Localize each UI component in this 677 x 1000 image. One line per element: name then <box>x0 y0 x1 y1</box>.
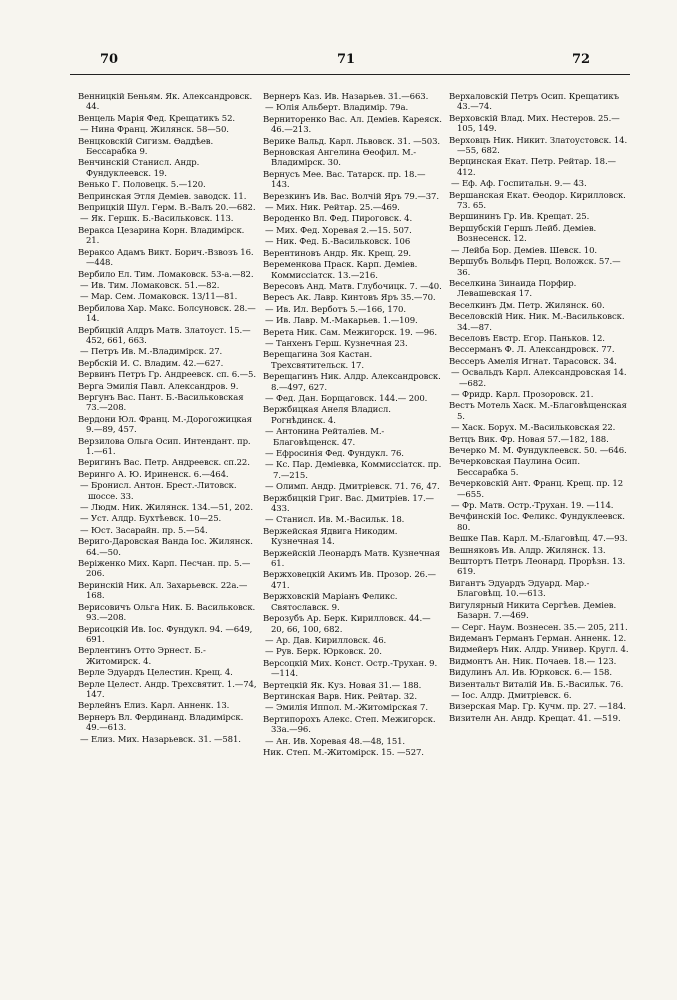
directory-entry: Вересовъ Анд. Матв. Глубочицк. 7. —40. <box>263 281 442 292</box>
directory-entry: Верета Ник. Сам. Межигорск. 19. —96. <box>263 327 437 338</box>
directory-entry: — Кс. Пар. Деміевка, Коммиссіатск. пр. 7.—215. <box>265 460 442 481</box>
directory-entry: Веселовскій Ник. Ник. М.-Васильковск. 34.—87. <box>449 312 625 333</box>
directory-entry: — Антонина Рейталіев. М.-Благовѣщенск. 47. <box>265 427 385 448</box>
directory-entry: Венницкій Беньям. Як. Александровск. 44. <box>78 92 253 113</box>
directory-entry: Верисовичъ Ольга Ник. Б. Васильковск. 93.—208. <box>78 602 256 624</box>
directory-entry: — Лейба Бор. Деміев. Шевск. 10. <box>451 245 597 256</box>
directory-entry: Верле Целест. Андр. Трехсвятит. 1.—74, 147. <box>78 679 257 700</box>
directory-entry: Вепринская Этля Деміев. заводск. 11. <box>78 191 247 202</box>
directory-entry: Вервинъ Петръ Гр. Андреевск. сп. 6.—5. <box>78 370 256 381</box>
directory-entry: Вержбицкая Анеля Владисл. Рогнѣдинск. 4. <box>263 405 391 426</box>
directory-entry: — Юст. Засарайн. пр. 5.—54. <box>80 525 208 536</box>
directory-entry: Вигантъ Эдуардъ Эдуард. Мар.-Благовѣщ. 10.—613. <box>449 578 590 600</box>
directory-entry: Вербицкій Алдръ Матв. Златоуст. 15.—452, 661, 663. <box>78 325 251 346</box>
directory-entry: Веприцкій Шул. Герм. В.-Валъ 20.—682. <box>78 203 256 214</box>
directory-entry: Верлейнъ Елиз. Карл. Анненк. 13. <box>78 701 230 712</box>
directory-entry: Венчинскій Станисл. Андр. Фундуклеевск. 19. <box>78 158 200 179</box>
directory-entry: — Освальдъ Карл. Александровская 14.—682. <box>451 368 627 389</box>
directory-entry: Верентиновъ Андр. Як. Крещ. 29. <box>263 248 411 259</box>
directory-entry: Веринскій Ник. Ал. Захарьевск. 22а.—168. <box>78 580 248 602</box>
directory-entry: — Фр. Матв. Остр.-Трухан. 19. —114. <box>451 501 614 512</box>
directory-entry: Вечерко М. М. Фундуклеевск. 50. —646. <box>449 446 627 456</box>
directory-entry: Вечфинскій Іос. Феликс. Фундуклеевск. 80. <box>449 512 625 533</box>
page-number-right: 72 <box>572 52 591 67</box>
directory-entry: — Ив. Ил. Верботъ 5.—166, 170. <box>265 304 406 315</box>
directory-entry: Вержховскій Маріанъ Феликс. Святославск. 9. <box>263 592 398 613</box>
directory-entry: Ветцъ Вик. Фр. Новая 57.—182, 188. <box>449 434 609 445</box>
directory-entry: Вересъ Ак. Лавр. Кинтовъ Яръ 35.—70. <box>263 293 436 304</box>
directory-entry: Ник. Степ. М.-Житомірск. 15. —527. <box>263 747 424 758</box>
directory-entry: Венцель Марія Фед. Крещатикъ 52. <box>78 113 236 124</box>
directory-entry: — Ив. Тим. Ломаковск. 51.—82. <box>80 280 220 291</box>
directory-entry: Верезкинъ Ив. Вас. Волчій Яръ 79.—37. <box>263 191 439 202</box>
directory-entry: — Бронисл. Антон. Брест.-Литовск. шоссе. 33. <box>80 481 237 502</box>
directory-entry: Верховскій Влад. Мих. Нестеров. 25.—105, 149. <box>449 113 620 135</box>
directory-entry: Визентальт Виталій Ив. Б.-Васильк. 76. <box>449 679 624 690</box>
directory-entry: Верлентинъ Отто Эрнест. Б.-Житомирск. 4. <box>78 646 206 667</box>
directory-entry: Видулинъ Ал. Ив. Юрковск. 6.— 158. <box>449 668 612 679</box>
directory-entry: Вернеръ Вл. Фердинанд. Владимірск. 49.—613. <box>78 712 244 734</box>
directory-entry: Вергунъ Вас. Пант. Б.-Васильковская 73.—208. <box>78 392 244 414</box>
directory-entry: Веселкина Зинаида Порфир. Левашевская 17. <box>449 278 577 300</box>
directory-entry: — Мар. Сем. Ломаковск. 13/11—81. <box>80 292 238 303</box>
header-rule <box>70 74 630 75</box>
directory-entry: Веселовъ Евстр. Егор. Паньков. 12. <box>449 333 605 344</box>
directory-entry: Вербило Ел. Тим. Ломаковск. 53-а.—82. <box>78 269 254 280</box>
directory-entry: — Ан. Ив. Хоревая 48.—48, 151. <box>265 736 406 747</box>
directory-entry: — Петръ Ив. М.-Владимірск. 27. <box>80 347 223 358</box>
directory-entry: — Мих. Фед. Хоревая 2.—15. 507. <box>265 225 412 236</box>
directory-entry: Вечерковская Паулина Осип. Бессарабка 5. <box>449 457 580 478</box>
directory-entry: — Фед. Дан. Борщаговск. 144.— 200. <box>265 393 428 404</box>
directory-entry: Верниторенко Вас. Ал. Деміев. Кареяск. 46.—213. <box>263 114 442 136</box>
directory-entry: Вештортъ Петръ Леонард. Прорѣзн. 13. 619. <box>449 557 626 578</box>
directory-entry: Вераксо Адамъ Викт. Борич.-Взвозъ 16.—448. <box>78 247 254 269</box>
directory-entry: Вестъ Мотель Хаск. М.-Благовѣщенская 5. <box>449 401 627 422</box>
directory-entry: Видеманъ Германъ Герман. Анненк. 12. <box>449 633 627 644</box>
directory-entry: — Як. Гершк. Б.-Васильковск. 113. <box>80 214 234 225</box>
directory-entry: — Мих. Ник. Рейтар. 25.—469. <box>265 203 400 214</box>
directory-entry: — Нина Франц. Жилянск. 58—50. <box>80 125 229 136</box>
directory-entry: Верле Эдуардъ Целестин. Крещ. 4. <box>78 668 233 679</box>
directory-entry: Вешняковъ Ив. Алдр. Жилянск. 13. <box>449 545 606 556</box>
directory-entry: Верга Эмилія Павл. Александров. 9. <box>78 381 239 392</box>
directory-entry: Вербилова Хар. Макс. Болсуновск. 28.—14. <box>78 303 256 325</box>
directory-entry: Верещагинъ Ник. Алдр. Александровск. 8.—497, 627. <box>263 372 441 393</box>
directory-entry: — Людм. Ник. Жилянск. 134.—51, 202. <box>80 503 253 514</box>
directory-entry: Верозубъ Ар. Берк. Кирилловск. 44.—20, 66, 100, 682. <box>263 614 431 635</box>
directory-entry: Видмонтъ Ан. Ник. Почаев. 18.— 123. <box>449 656 617 667</box>
directory-entry: Вертинская Варв. Ник. Рейтар. 32. <box>263 691 417 702</box>
directory-entry: — Іос. Алдр. Дмитріевск. 6. <box>451 690 572 701</box>
directory-entry: Верцинская Екат. Петр. Рейтар. 18.—412. <box>449 157 616 178</box>
directory-entry: — Танхенъ Герш. Кузнечная 23. <box>265 338 408 349</box>
column-2 <box>263 92 443 992</box>
directory-entry: — Уст. Алдр. Бухтѣевск. 10—25. <box>80 514 222 525</box>
directory-entry: Вертецкій Як. Куз. Новая 31.— 188. <box>263 680 422 691</box>
directory-entry: — Ар. Дав. Кирилловск. 46. <box>265 635 387 646</box>
directory-entry: Вигулярный Никита Сергѣев. Деміев. Базарн. 7.—469. <box>449 600 617 622</box>
directory-entry: Верховцъ Ник. Никит. Златоустовск. 14.—55, 682. <box>449 135 628 157</box>
directory-entry: — Серг. Наум. Вознесен. 35.— 205, 211. <box>451 622 628 633</box>
page-number-center: 71 <box>337 52 356 67</box>
directory-entry: — Ефросинія Фед. Фундукл. 76. <box>265 449 404 459</box>
directory-entry: Видмейеръ Ник. Алдр. Универ. Кругл. 4. <box>449 645 629 656</box>
directory-entry: Верновская Ангелина Ѳеофил. М.-Владимірск. 30. <box>263 148 416 169</box>
directory-entry: Вессеръ Амелія Игнат. Тарасовск. 34. <box>449 356 617 367</box>
directory-entry: — Елиз. Мих. Назарьевск. 31. —581. <box>80 734 241 745</box>
directory-entry: Вертипорохъ Алекс. Степ. Межигорск. 33а.—96. <box>263 714 436 736</box>
directory-entry: Веригинъ Вас. Петр. Андреевск. сп.22. <box>78 458 250 469</box>
directory-entry: Вечерковскій Ант. Франц. Крещ. пр. 12—655. <box>449 479 624 500</box>
directory-entry: Визителн Ан. Андр. Крещат. 41. —519. <box>449 713 621 724</box>
directory-entry: — Хаск. Борух. М.-Васильковская 22. <box>451 423 616 434</box>
directory-entry: Веселкинъ Дм. Петр. Жилянск. 60. <box>449 300 605 311</box>
directory-entry: Вершубъ Вольфъ Перц. Воложск. 57.—36. <box>449 257 621 278</box>
directory-entry: — Фридр. Карл. Прозоровск. 21. <box>451 389 594 400</box>
directory-entry: Вержейская Ядвига Никодим. Кузнечная 14. <box>263 526 398 548</box>
directory-entry: Верaкса Цезарина Корн. Владимірск. 21. <box>78 225 245 247</box>
directory-entry: — Еф. Аф. Госпитальн. 9.— 43. <box>451 179 587 190</box>
directory-entry: Вержховецкій Акимъ Ив. Прозор. 26.—471. <box>263 570 436 591</box>
directory-entry: Вержейскій Леонардъ Матв. Кузнечная 61. <box>263 548 440 570</box>
column-1 <box>78 92 258 992</box>
directory-entry: Верисоцкій Ив. Іос. Фундукл. 94. —649, 691. <box>78 624 253 645</box>
directory-entry: — Станисл. Ив. М.-Васильк. 18. <box>265 515 405 526</box>
directory-entry: — Ив. Лавр. М.-Макарьев. 1.—109. <box>265 316 418 327</box>
directory-entry: Вернеръ Каз. Ив. Назарьев. 31.—663. <box>263 92 429 102</box>
directory-entry: Вериго-Даровская Ванда Іос. Жилянск. 64.—50. <box>78 537 253 558</box>
directory-entry: Веріженко Мих. Карп. Песчан. пр. 5.—206. <box>78 559 251 580</box>
page-number-left: 70 <box>100 52 119 67</box>
directory-entry: Венцковскій Сигизм. Ѳаддѣев. Бессарабка 9. <box>78 136 214 158</box>
directory-entry: Вешке Пав. Карл. М.-Благовѣщ. 47.—93. <box>449 534 628 545</box>
directory-entry: Верещагина Зоя Кастан. Трехсвятительск. 17. <box>263 350 373 371</box>
directory-entry: Вершубскій Гершъ Лейб. Деміев. Вознесенск. 12. <box>449 223 597 245</box>
directory-entry: Вердони Юл. Франц. М.-Дорогожицкая 9.—89, 457. <box>78 414 252 436</box>
directory-entry: Веременкова Праск. Карп. Деміев. Коммиссіатск. 13.—216. <box>263 260 418 281</box>
column-3 <box>449 92 629 992</box>
directory-entry: Вернусъ Мее. Вас. Татарск. пр. 18.—143. <box>263 169 426 191</box>
directory-entry: Вершининъ Гр. Ив. Крещат. 25. <box>449 212 590 223</box>
directory-entry: — Эмилія Иппол. М.-Житомірская 7. <box>265 703 428 714</box>
directory-entry: — Рув. Берк. Юрковск. 20. <box>265 647 382 658</box>
directory-entry: Версоцкій Мих. Конст. Остр.-Трухан. 9.—114. <box>263 658 438 680</box>
directory-entry: Вероденко Вл. Фед. Пироговск. 4. <box>263 214 413 225</box>
directory-entry: Визерская Мар. Гр. Кучм. пр. 27. —184. <box>449 702 626 713</box>
directory-entry: — Юлія Альберт. Владимір. 79а. <box>265 103 409 114</box>
directory-entry: Веринго А. Ю. Ириненск. 6.—464. <box>78 469 229 480</box>
directory-entry: Вержбицкій Григ. Вас. Дмитріев. 17.—433. <box>263 493 434 515</box>
directory-entry: Верхаловскій Петръ Осип. Крещатикъ 43.—74. <box>449 92 619 113</box>
directory-entry: Верзилова Ольга Осип. Интендант. пр. 1.—61. <box>78 436 251 457</box>
directory-entry: Верике Вальд. Карл. Львовск. 31. —503. <box>263 136 441 147</box>
directory-entry: — Ник. Фед. Б.-Васильковск. 106 <box>265 237 411 248</box>
directory-entry: Вербскій И. С. Владим. 42.—627. <box>78 358 224 369</box>
directory-entry: — Олимп. Андр. Дмитріевск. 71. 76, 47. <box>265 482 440 493</box>
directory-entry: Вершанская Екат. Ѳеодор. Кирилловск. 73. 65. <box>449 190 626 212</box>
directory-entry: Венько Г. Половецк. 5.—120. <box>78 180 206 191</box>
directory-entry: Вессерманъ Ф. Л. Александровск. 77. <box>449 345 615 356</box>
